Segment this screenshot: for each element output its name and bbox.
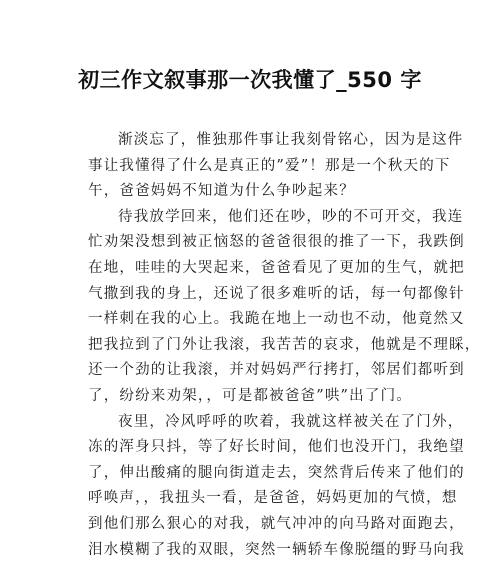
text-line: 渐淡忘了，惟独那件事让我刻骨铭心，因为是这件: [118, 132, 464, 148]
document-title: 初三作文叙事那一次我懂了_550 字: [78, 68, 422, 92]
text-line: 一样刺在我的心上。我跪在地上一动也不动，他竟然又: [88, 311, 465, 328]
text-line: 在地，哇哇的大哭起来，爸爸看见了更加的生气，就把: [88, 259, 465, 276]
text-line: 把我拉到了门外让我滚，我苦苦的哀求，他就是不理睬，: [88, 336, 481, 353]
document-body: [88, 128, 481, 563]
text-line: 还一个劲的让我滚，并对妈妈严行拷打，邻居们都听到: [88, 362, 465, 379]
text-line: 泪水模糊了我的双眼，突然一辆轿车像脱缰的野马向我: [88, 541, 465, 558]
text-line: 事让我懂得了什么是真正的”爱”！那是一个秋天的下: [88, 157, 451, 174]
text-line: 待我放学回来，他们还在吵，吵的不可开交，我连: [118, 208, 464, 225]
text-line: 了，伸出酸痛的腿向街道走去，突然背后传来了他们的: [88, 464, 465, 481]
text-line: 冻的浑身只抖，等了好长时间，他们也没开门，我绝望: [88, 439, 465, 456]
text-line: 夜里，冷风呼呼的吹着，我就这样被关在了门外，: [118, 413, 464, 430]
text-line: 午，爸爸妈妈不知道为什么争吵起来？: [88, 183, 355, 200]
text-line: 了，纷纷来劝架，，可是都被爸爸”哄”出了门。: [88, 387, 412, 404]
text-line: 呼唤声，，我扭头一看，是爸爸，妈妈更加的气愤，想: [88, 490, 458, 507]
text-line: 忙劝架没想到被正恼怒的爸爸很很的推了一下，我跌倒: [88, 234, 465, 251]
text-line: 到他们那么狠心的对我，就气冲冲的向马路对面跑去，: [88, 515, 465, 532]
text-line: 气撒到我的身上，还说了很多难听的话，每一句都像针: [88, 285, 465, 302]
